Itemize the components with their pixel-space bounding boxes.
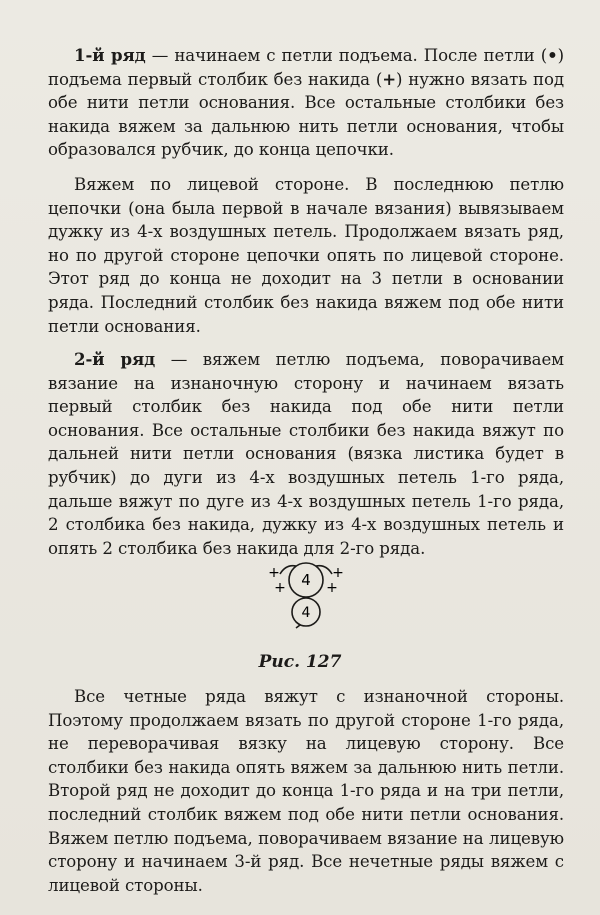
plus-mark: +: [268, 565, 280, 581]
row-1-text-a: — начинаем с петли подъема. После петли (: [145, 46, 548, 65]
row-2-heading: 2-й ряд: [74, 349, 156, 369]
row-1-heading: 1-й ряд: [74, 45, 146, 65]
figure-label-top: 4: [301, 571, 311, 589]
right-arc-line: [316, 566, 332, 574]
figure-caption: Рис. 127: [258, 652, 342, 672]
figure-label-bottom: 4: [301, 605, 311, 621]
crochet-diagram-figure: [256, 560, 356, 632]
row-1-text-b: ) подъема первый столбик без накида (: [48, 46, 564, 89]
lower-arrow: [296, 622, 300, 628]
paragraph-front-side: Вяжем по лицевой стороне. В последнюю петлю цепочки (она была первой в начале вязания) вывязываем дужку из 4-х воздушных петель. Продолжаем вязать ряд, но по другой стороне цепочки опять по лицевой стороне. Этот ряд до конца не доходит на 3 петли в основании ряда. Последний столбик без накида вяжем под обе нити петли основания.: [48, 175, 564, 336]
plus-mark: +: [326, 580, 338, 596]
row-2-text: — вяжем петлю подъема, поворачиваем вязание на изнаночную сторону и начинаем вязать первый столбик без накида под обе нити петли основания. Все остальные столбики без накида вяжут по дальней нити петли основания (вязка листика будет в рубчик) до дуги из 4-х воздушных петель 1-го ряда, дальше вяжут по дуге из 4-х воздушных петель 1-го ряда, 2 столбика без накида, дужку из 4-х воздушных петель и опять 2 столбика без накида для 2-го ряда.: [48, 350, 564, 558]
paragraph-row-2: [48, 348, 564, 560]
plus-mark: +: [274, 580, 286, 596]
paragraph-row-1: [48, 44, 564, 162]
paragraph-even-rows: Все четные ряда вяжут с изнаночной стороны. Поэтому продолжаем вязать по другой стороне 1-го ряда, не переворачивая вязку на лицевую сторону. Все столбики без накида опять вяжем за дальнюю нить петли. Второй ряд не доходит до конца 1-го ряда и на три петли, последний столбик вяжем под обе нити петли основания. Вяжем петлю подъема, поворачиваем вязание на лицевую сторону и начинаем 3-й ряд. Все нечетные ряды вяжем с лицевой стороны.: [48, 687, 564, 895]
left-arc-line: [280, 566, 296, 574]
loop-symbol: •: [547, 45, 558, 65]
plus-symbol: +: [382, 68, 397, 89]
row-1-text-c: ) нужно вязать под обе нити петли основания. Все остальные столбики без накида вяжем за дальнюю нить петли основания, чтобы образовался рубчик, до конца цепочки.: [48, 69, 564, 160]
plus-mark: +: [332, 565, 344, 581]
